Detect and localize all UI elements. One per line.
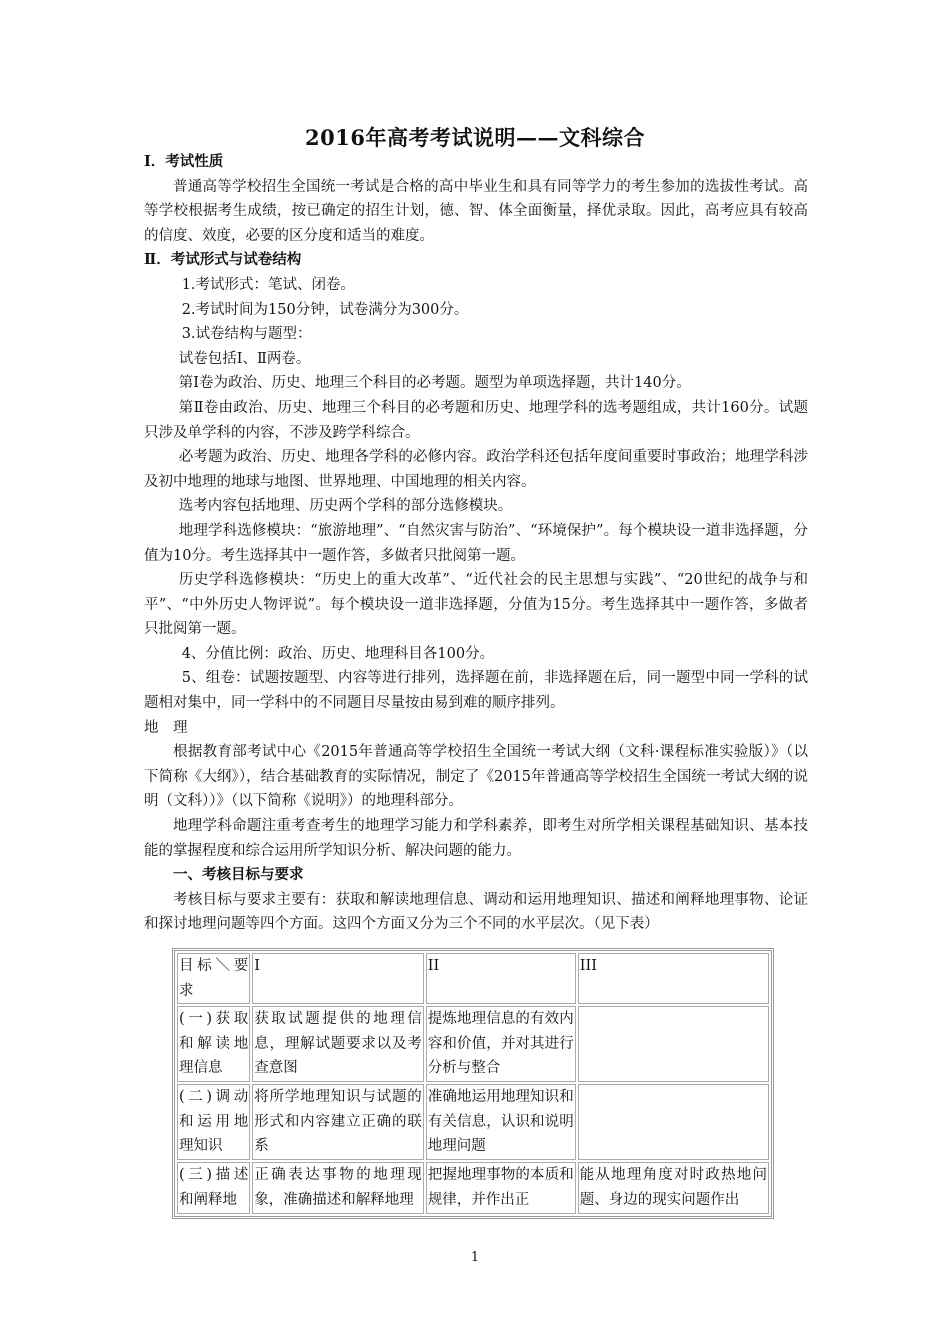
section-heading: Ⅰ．考试性质	[144, 153, 224, 170]
list-item: 4、分值比例：政治、历史、地理科目各100分。	[181, 645, 495, 662]
table-cell: 获取试题提供的地理信息，理解试题要求以及考查意图	[252, 1006, 424, 1082]
table-row	[177, 1162, 769, 1214]
table-cell	[578, 1084, 769, 1160]
table-cell	[578, 1006, 769, 1082]
paragraph: 历史学科选修模块：“历史上的重大改革”、“近代社会的民主思想与实践”、“20世纪的战争与和平”、“中外历史人物评说”。每个模块设一道非选择题，分值为15分。考生选择其中一题作答，多做者只批阅第一题。	[144, 572, 808, 638]
paragraph: 第Ⅰ卷为政治、历史、地理三个科目的必考题。题型为单项选择题，共计140分。	[178, 375, 691, 392]
table-cell: 正确表达事物的地理现象，准确描述和解释地理	[252, 1162, 424, 1214]
table-cell: (一)获取和解读地理信息	[177, 1006, 250, 1082]
list-item: 3.试卷结构与题型：	[181, 326, 312, 343]
table-cell: 能从地理角度对时政热地问题、身边的现实问题作出	[578, 1162, 769, 1214]
table-header-cell: II	[426, 953, 576, 1004]
table-cell: (三)描述和阐释地	[177, 1162, 250, 1214]
subject-heading: 地 理	[144, 719, 188, 736]
table-header-cell: III	[578, 953, 769, 1004]
paragraph: 选考内容包括地理、历史两个学科的部分选修模块。	[178, 498, 513, 515]
paragraph: 考核目标与要求主要有：获取和解读地理信息、调动和运用地理知识、描述和阐释地理事物、论证和探讨地理问题等四个方面。这四个方面又分为三个不同的水平层次。（见下表）	[144, 891, 808, 933]
table-header-cell: I	[252, 953, 424, 1004]
paragraph: 根据教育部考试中心《2015年普通高等学校招生全国统一考试大纲（文科·课程标准实验版）》（以下简称《大纲》），结合基础教育的实际情况，制定了《2015年普通高等学校招生全国统一考试大纲的说明（文科））》（以下简称《说明》）的地理科部分。	[144, 744, 808, 810]
paragraph: 地理学科命题注重考查考生的地理学习能力和学科素养，即考生对所学相关课程基础知识、基本技能的掌握程度和综合运用所学知识分析、解决问题的能力。	[144, 818, 808, 859]
list-item: 5、组卷：试题按题型、内容等进行排列，选择题在前，非选择题在后，同一题型中同一学科的试题相对集中，同一学科中的不同题目尽量按由易到难的顺序排列。	[144, 670, 808, 712]
list-item: 2.考试时间为150分钟，试卷满分为300分。	[181, 301, 469, 318]
table-cell: 准确地运用地理知识和有关信息，认识和说明地理问题	[426, 1084, 576, 1160]
assessment-goals-table	[172, 948, 774, 1219]
paragraph: 普通高等学校招生全国统一考试是合格的高中毕业生和具有同等学力的考生参加的选拔性考试。高等学校根据考生成绩，按已确定的招生计划，德、智、体全面衡量，择优录取。因此，高考应具有较高的信度、效度，必要的区分度和适当的难度。	[144, 178, 808, 244]
table-cell: 提炼地理信息的有效内容和价值，并对其进行分析与整合	[426, 1006, 576, 1082]
table-header-cell: 目标＼要求	[177, 953, 250, 1004]
table-cell: (二)调动和运用地理知识	[177, 1084, 250, 1160]
table-header-row	[177, 953, 769, 1004]
section-heading: Ⅱ．考试形式与试卷结构	[144, 251, 302, 269]
paragraph: 必考题为政治、历史、地理各学科的必修内容。政治学科还包括年度间重要时事政治；地理学科涉及初中地理的地球与地图、世界地理、中国地理的相关内容。	[144, 449, 808, 490]
list-item: 1.考试形式：笔试、闭卷。	[181, 276, 356, 293]
section-heading: 一、考核目标与要求	[173, 866, 304, 884]
table-cell: 把握地理事物的本质和规律，并作出正	[426, 1162, 576, 1214]
table-row	[177, 1006, 769, 1082]
table-row	[177, 1084, 769, 1160]
paragraph: 试卷包括Ⅰ、Ⅱ两卷。	[178, 350, 311, 367]
page-number: 1	[470, 1250, 480, 1265]
document-body	[144, 150, 808, 937]
table-cell: 将所学地理知识与试题的形式和内容建立正确的联系	[252, 1084, 424, 1160]
document-title: 2016年高考考试说明——文科综合	[305, 125, 645, 150]
paragraph: 第Ⅱ卷由政治、历史、地理三个科目的必考题和历史、地理学科的选考题组成，共计160分。试题只涉及单学科的内容，不涉及跨学科综合。	[144, 399, 808, 441]
paragraph: 地理学科选修模块：“旅游地理”、“自然灾害与防治”、“环境保护”。每个模块设一道非选择题，分值为10分。考生选择其中一题作答，多做者只批阅第一题。	[144, 522, 808, 564]
